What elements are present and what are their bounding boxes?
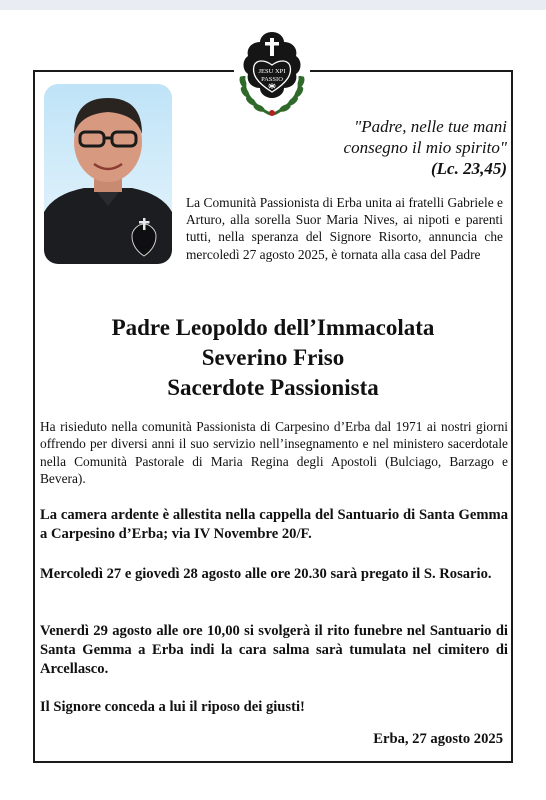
deceased-name-line-2: Severino Friso	[201, 345, 345, 370]
chapel-notice: La camera ardente è allestita nella cappella del Santuario di Santa Gemma a Carpesino d’Erba; via IV Novembre 20/F.	[40, 507, 508, 542]
announcement-text: La Comunità Passionista di Erba unita ai fratelli Gabriele e Arturo, alla sorella Suor Maria Nives, ai nipoti e parenti tutti, nella speranza del Signore Risorto, annuncia che mercoledì 27 agosto 2025, è tornata alla casa del Padre	[186, 195, 503, 262]
emblem-text-2: PASSIO	[261, 76, 283, 83]
funeral-notice: Venerdì 29 agosto alle ore 10,00 si svolgerà il rito funebre nel Santuario di Santa Gemma a Erba indi la cara salma sarà tumulata nel cimitero di Arcellasco.	[40, 623, 508, 677]
scripture-quote	[207, 116, 507, 179]
passionist-emblem	[234, 30, 310, 118]
emblem-text-1: JESU XPI	[258, 68, 286, 75]
top-band	[0, 0, 546, 10]
portrait-photo	[44, 84, 172, 264]
deceased-name-line-3: Sacerdote Passionista	[167, 375, 379, 400]
biography-text: Ha risieduto nella comunità Passionista di Carpesino d’Erba dal 1971 ai nostri giorni offrendo per diversi anni il suo servizio nell’insegnamento e nel ministero sacerdotale nella Comunità Pastorale di Maria Regina degli Apostoli (Bulciago, Barzago e Bevera).	[40, 419, 508, 487]
passionist-emblem-icon	[234, 30, 310, 118]
place-date-signature: Erba, 27 agosto 2025	[373, 731, 503, 747]
prayer-line: Il Signore conceda a lui il riposo dei giusti!	[40, 699, 305, 715]
portrait-illustration	[44, 84, 172, 264]
deceased-name-line-1: Padre Leopoldo dell’Immacolata	[111, 315, 435, 340]
deceased-name-block	[36, 313, 510, 403]
quote-reference: (Lc. 23,45)	[430, 159, 507, 178]
quote-line-2: consegno il mio spirito"	[343, 138, 507, 157]
quote-line-1: "Padre, nelle tue mani	[354, 117, 507, 136]
rosary-notice: Mercoledì 27 e giovedì 28 agosto alle ore 20.30 sarà pregato il S. Rosario.	[40, 566, 492, 582]
